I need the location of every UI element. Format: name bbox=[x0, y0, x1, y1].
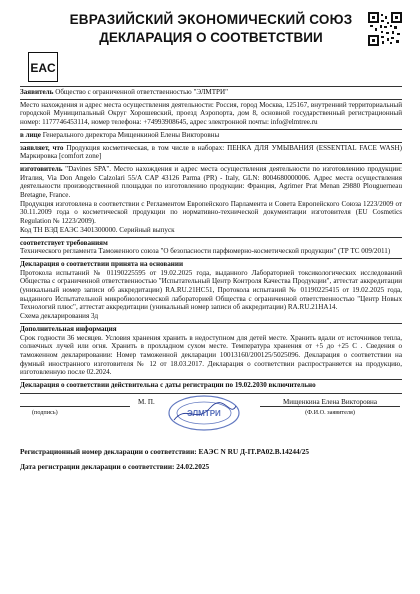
signatory-line bbox=[260, 406, 400, 407]
svg-text:ЭЛМТРИ: ЭЛМТРИ bbox=[187, 408, 221, 418]
applicant-name: Общество с ограниченной ответственностью "ЭЛМТРИ" bbox=[55, 88, 229, 96]
company-stamp-icon bbox=[166, 394, 242, 432]
person-label: в лице bbox=[20, 130, 41, 139]
applicant-label: Заявитель bbox=[20, 88, 54, 96]
svg-text:EAC: EAC bbox=[30, 61, 56, 75]
manufacturer-text: "Davines SPA". Место нахождения и адрес места осуществления деятельности по изготовлению продукции: Италия, Via Don Angelo Calzolari 55/A CAP 43126 Parma (PR) - Italy, GLN: 8004680000006. Адрес места осуществления деятельности производственной площадки по изготовлению продукции: Франция, Agrimer Prat Menan 29880 Plouguerneau Bretagne, France. bbox=[20, 164, 402, 200]
applicant-person-section bbox=[20, 129, 402, 142]
registration-number-line bbox=[20, 448, 402, 457]
additional-text: Срок годности 36 месяцев. Условия хранения хранить в недоступном для детей месте. Хранить вдали от источников тепла, солнечных лучей или огня. Хранить в прохладном сухом месте. Температура хранения от +5 до +25 С . Сведения о таможенном декларировании: Номер таможенной декларации 10013160/200125/5025096. Декларация о соответствии на фумный иностранного изготовителя № 12 от 18.03.2017. Декларация о соответствии распространяется на продукцию, изготовленную после 02.2024. bbox=[20, 333, 402, 377]
additional-info-section bbox=[20, 323, 402, 379]
hs-code: Код ТН ВЭД ЕАЭС 3401300000. Серийный выпуск bbox=[20, 225, 175, 234]
validity-date: 19.02.2030 включительно bbox=[234, 381, 316, 390]
requirements-section bbox=[20, 237, 402, 258]
manufacturer-compliance: Продукция изготовлена в соответствии с Регламентом Европейского Парламента и Совета Европейского Союза 1223/2009 от 30.11.2009 года о косметической продукции по нормативно-технической документации изготовителя (EU Cosmetics Regulation № 1223/2009). bbox=[20, 199, 402, 226]
product-section bbox=[20, 142, 402, 163]
applicant-address: Место нахождения и адрес места осуществления деятельности: Россия, город Москва, 125167, внутренний территориальный городской Муниципальный Округ Хорошевский, проезд Аэропорта, дом 8, основной государственный регистрационный номер: 1177746453114, номер телефона: +74993908645, адрес электронной почты: info@elmtree.ru bbox=[20, 100, 402, 127]
basis-label: Декларация о соответствии принята на основании bbox=[20, 259, 184, 268]
document-title-line1: ЕВРАЗИЙСКИЙ ЭКОНОМИЧЕСКИЙ СОЮЗ bbox=[69, 12, 353, 27]
registration-label: Регистрационный номер декларации о соответствии: bbox=[20, 446, 197, 456]
signatory-caption: (Ф.И.О. заявителя) bbox=[305, 408, 355, 416]
registration-date: 24.02.2025 bbox=[176, 461, 210, 471]
person-name: Генерального директора Мищенкиной Елены Викторовны bbox=[42, 130, 220, 139]
basis-text: Протокола испытаний № 01190225595 от 19.02.2025 года, выданного Лабораторией токсикологических исследований Общества с ограниченной ответственностью "Испытательный Центр Контроля Качества Продукции", аттестат аккредитации (уникальный номер записи об аккредитации) RA.RU.21НС51, Протокола испытаний № 01190225415 от 19.02.2025 года, выданного Испытательной микробиологической лабораторией Общества с ограниченной ответственностью "Центр Новых Технологий плюс", аттестат аккредитации (уникальный номер записи об аккредитации) RA.RU.21НА14. bbox=[20, 268, 402, 312]
seal-place-label: М. П. bbox=[138, 397, 155, 406]
applicant-section bbox=[20, 86, 402, 99]
applicant-address-section bbox=[20, 99, 402, 129]
product-description: Продукция косметическая, в том числе в наборах: ПЕНКА ДЛЯ УМЫВАНИЯ (ESSENTIAL FACE WASH) Маркировка [comfort zone] bbox=[20, 143, 403, 161]
signatory-name: Мищенкина Елена Викторовна bbox=[282, 397, 378, 406]
signature-caption: (подпись) bbox=[32, 408, 58, 416]
document-title-line2: ДЕКЛАРАЦИЯ О СООТВЕТСТВИИ bbox=[99, 30, 323, 45]
registration-date-line bbox=[20, 463, 402, 472]
requirements-label: соответствует требованиям bbox=[20, 238, 108, 247]
additional-label: Дополнительная информация bbox=[20, 324, 117, 333]
validity-section bbox=[20, 379, 402, 392]
document-header bbox=[20, 8, 402, 78]
signature-block bbox=[20, 393, 402, 440]
registration-date-label: Дата регистрации декларации о соответствии: bbox=[20, 461, 175, 471]
eac-logo-icon bbox=[28, 52, 58, 82]
declares-label: заявляет, что bbox=[20, 143, 64, 152]
declaration-body bbox=[20, 86, 402, 471]
manufacturer-label: изготовитель bbox=[20, 164, 63, 173]
manufacturer-section bbox=[20, 163, 402, 237]
requirements-text: Технического регламента Таможенного союза "О безопасности парфюмерно-косметической продукции" (ТР ТС 009/2011) bbox=[20, 247, 391, 256]
qr-code-icon bbox=[368, 12, 402, 46]
signature-line bbox=[20, 406, 130, 407]
declaration-scheme: Схема декларирования 3д bbox=[20, 312, 99, 321]
validity-label: Декларация о соответствии действительна с даты регистрации по bbox=[20, 381, 234, 390]
basis-section bbox=[20, 258, 402, 323]
registration-number: ЕАЭС N RU Д-IT.PA02.B.14244/25 bbox=[198, 446, 310, 456]
declaration-page bbox=[20, 8, 403, 471]
